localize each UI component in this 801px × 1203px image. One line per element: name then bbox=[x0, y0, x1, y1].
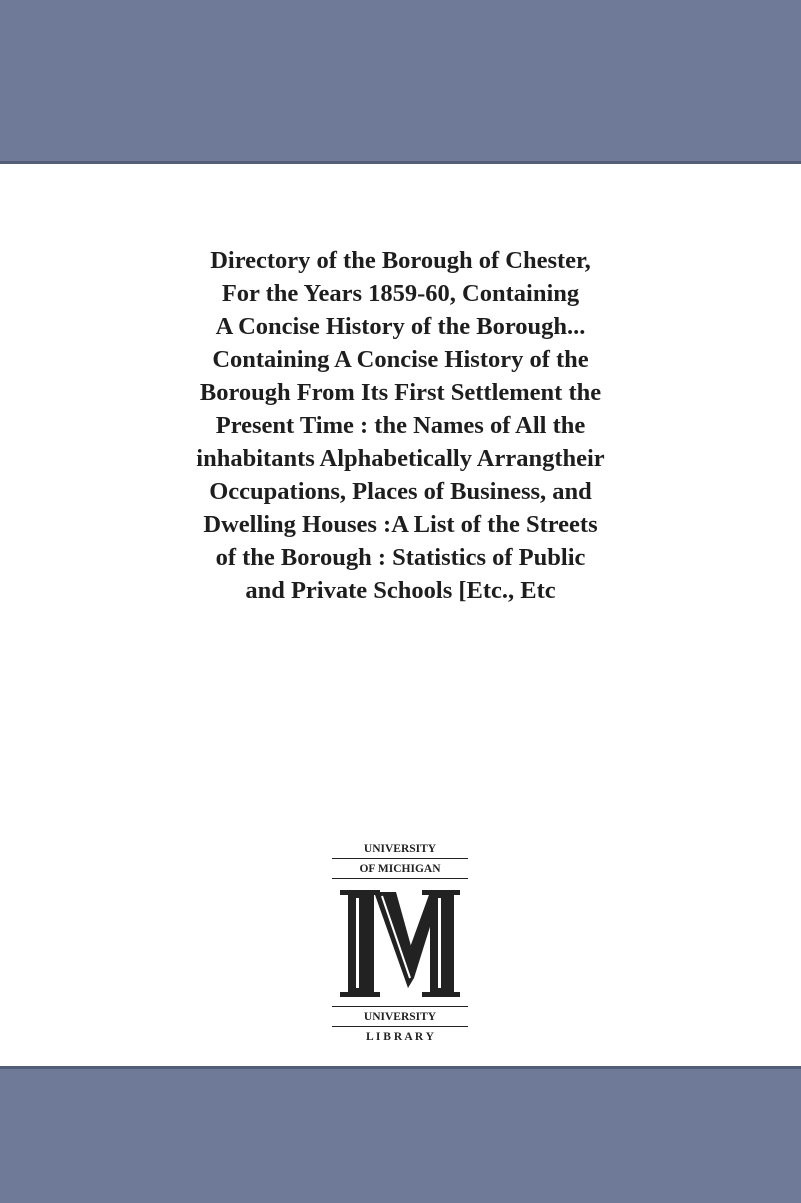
book-title bbox=[60, 244, 741, 607]
title-line-2: For the Years 1859-60, Containing bbox=[221, 280, 580, 307]
logo-rule bbox=[332, 1026, 468, 1027]
title-line-10: of the Borough : Statistics of Public bbox=[215, 544, 586, 571]
title-line-4: Containing A Concise History of the bbox=[212, 346, 589, 373]
logo-text-library: L I B R A R Y bbox=[366, 1031, 434, 1043]
block-m-icon bbox=[334, 884, 466, 1002]
title-line-11: and Private Schools [Etc., Etc bbox=[245, 577, 556, 604]
logo-rule bbox=[332, 1006, 468, 1007]
logo-text-university-lower: UNIVERSITY bbox=[363, 1011, 437, 1023]
title-line-1: Directory of the Borough of Chester, bbox=[210, 247, 591, 274]
title-line-3: A Concise History of the Borough... bbox=[215, 313, 586, 340]
top-color-band bbox=[0, 0, 801, 164]
logo-text-of-michigan: OF MICHIGAN bbox=[359, 863, 441, 875]
logo-rule bbox=[332, 858, 468, 859]
logo-rule bbox=[332, 878, 468, 879]
logo-text-university: UNIVERSITY bbox=[363, 843, 437, 855]
title-line-8: Occupations, Places of Business, and bbox=[209, 478, 592, 505]
university-library-logo bbox=[330, 840, 470, 1065]
title-line-5: Borough From Its First Settlement the bbox=[199, 379, 602, 406]
title-line-9: Dwelling Houses :A List of the Streets bbox=[203, 511, 598, 538]
title-line-7: inhabitants Alphabetically Arrangtheir bbox=[196, 445, 605, 472]
bottom-color-band bbox=[0, 1066, 801, 1203]
title-line-6: Present Time : the Names of All the bbox=[215, 412, 586, 439]
